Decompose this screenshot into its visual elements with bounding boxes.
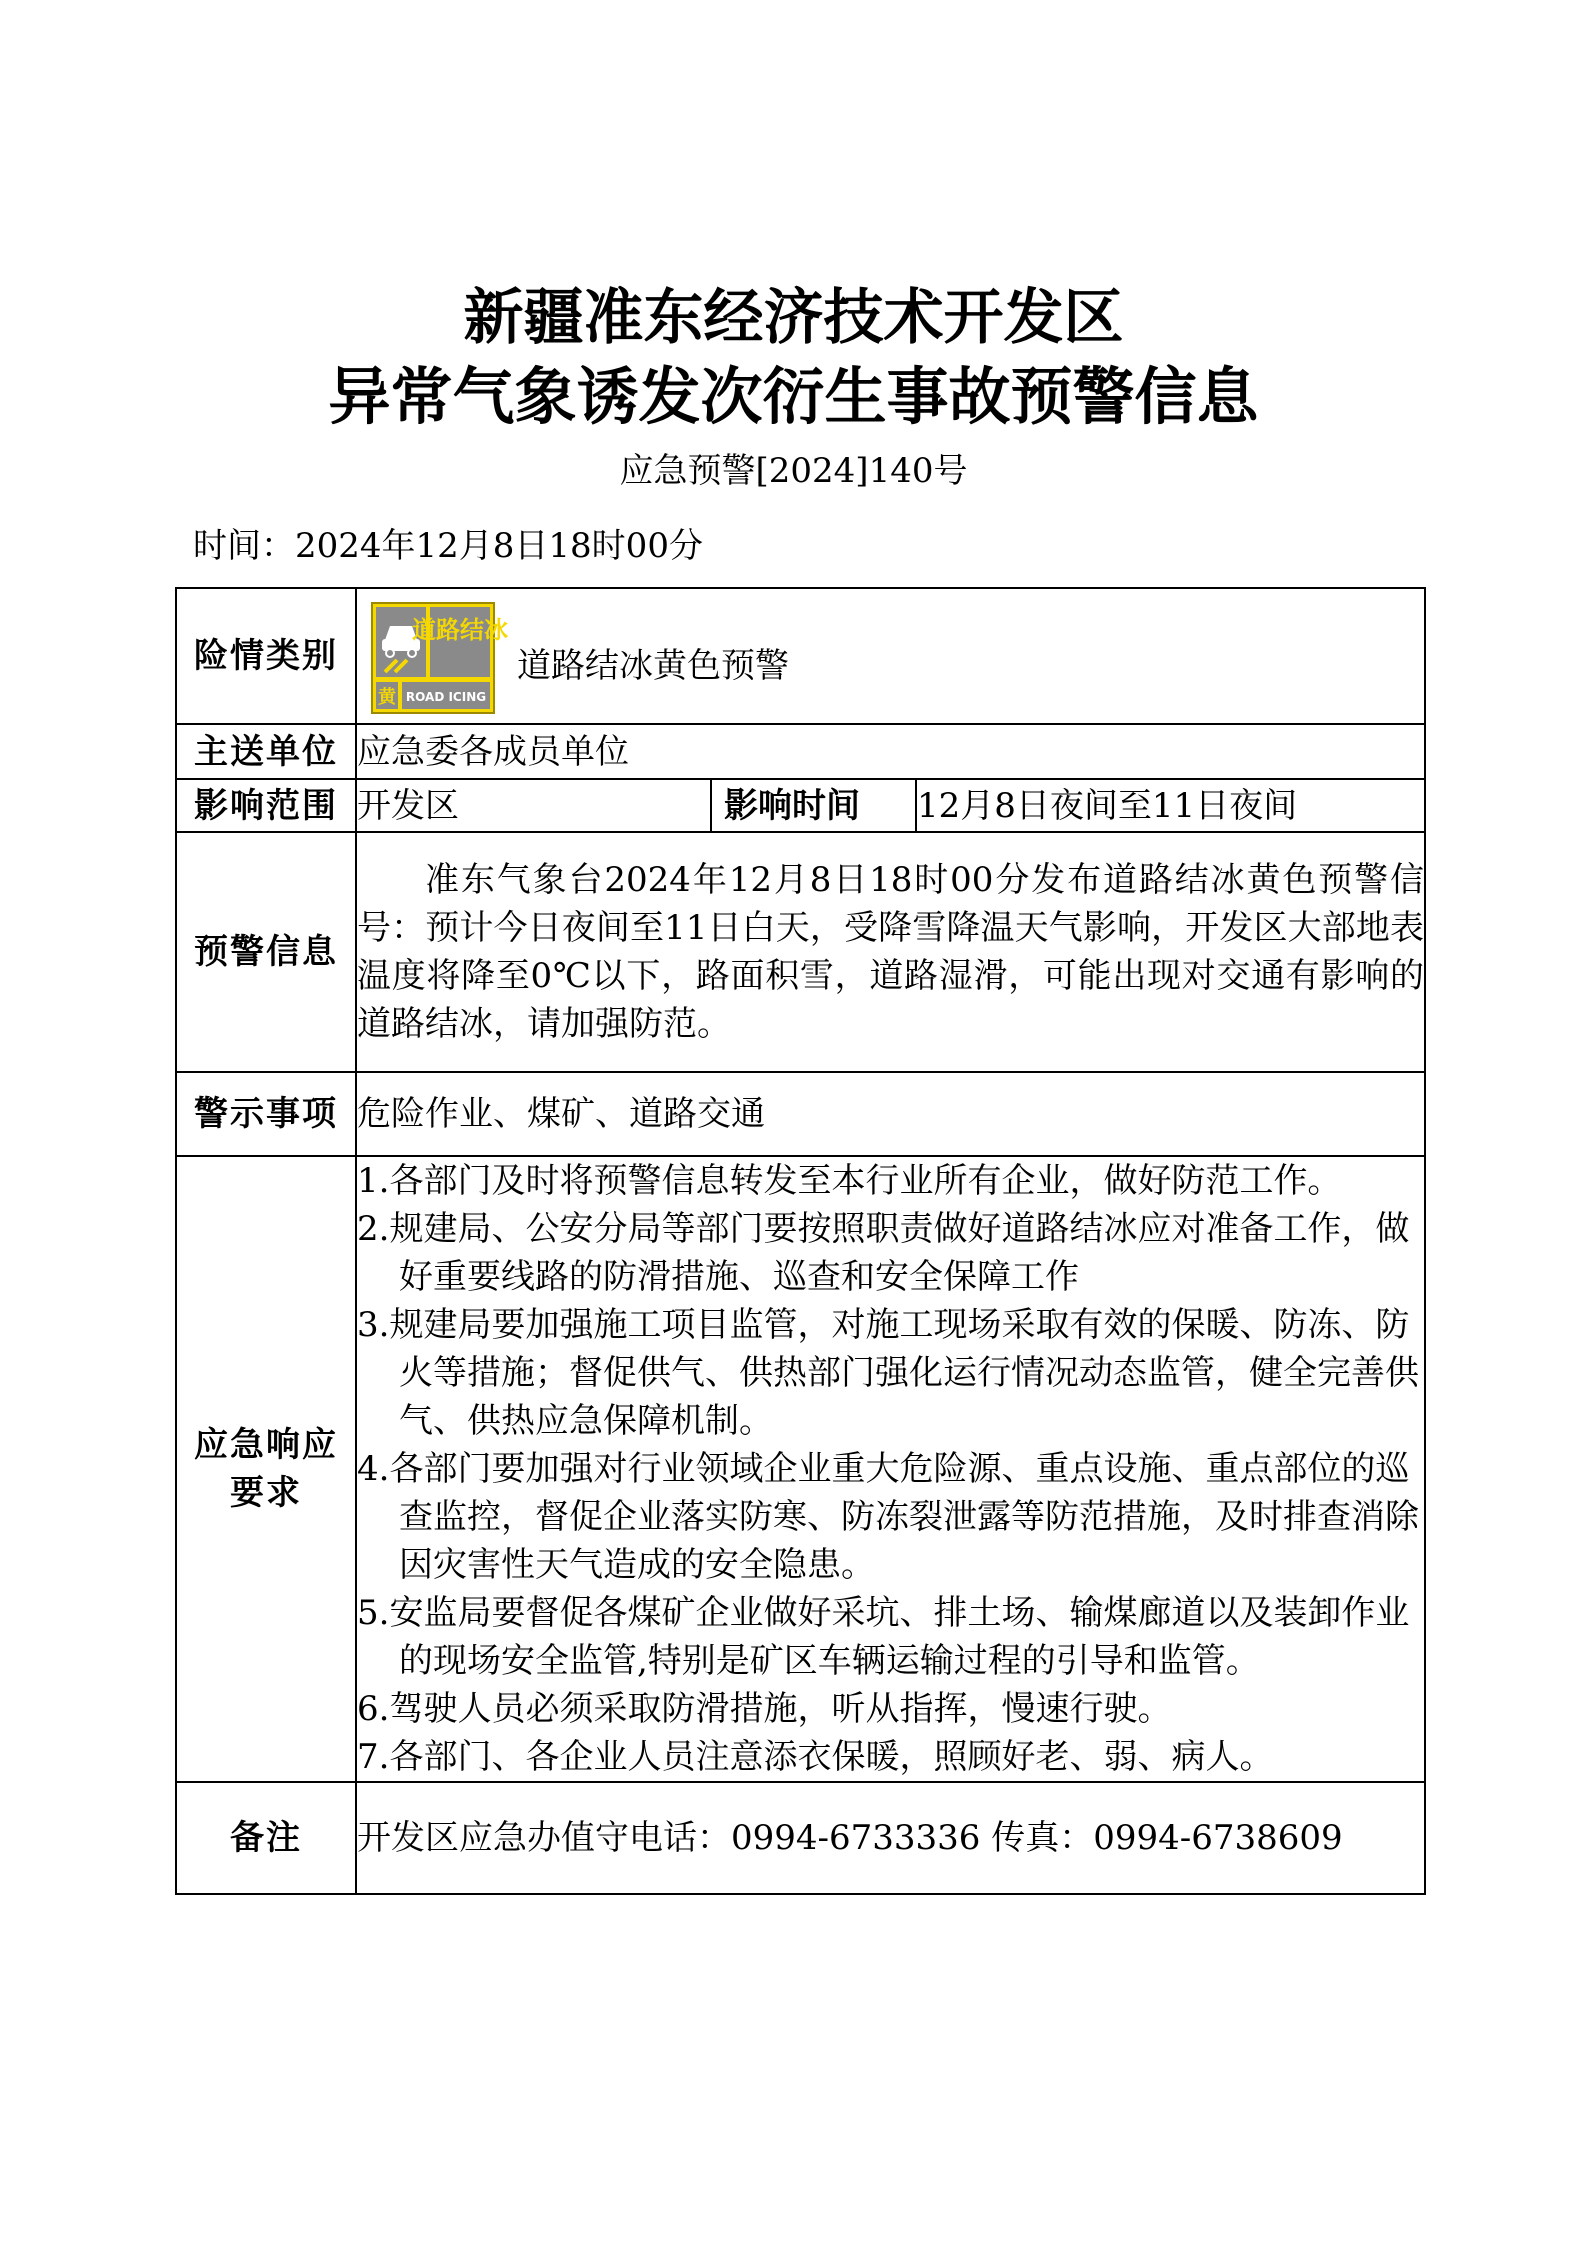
svg-text:ROAD ICING: ROAD ICING <box>405 690 487 704</box>
alert-items-row <box>176 1072 1425 1156</box>
remarks-label: 备注 <box>176 1782 356 1894</box>
document-title-line2: 异常气象诱发次衍生事故预警信息 <box>328 360 1259 433</box>
response-item-6: 6.驾驶人员必须采取防滑措施，听从指挥，慢速行驶。 <box>357 1689 1172 1729</box>
svg-text:黄: 黄 <box>378 687 396 708</box>
response-item-4: 4.各部门要加强对行业领域企业重大危险源、重点设施、重点部位的巡查监控，督促企业落实防寒、防冻裂泄露等防范措施，及时排查消除因灾害性天气造成的安全隐患。 <box>357 1449 1419 1585</box>
alert-items-label: 警示事项 <box>176 1072 356 1156</box>
document-title-line1: 新疆准东经济技术开发区 <box>463 283 1124 353</box>
recipient-label: 主送单位 <box>176 724 356 779</box>
period-label: 影响时间 <box>711 779 916 832</box>
response-item-3: 3.规建局要加强施工项目监管，对施工现场采取有效的保暖、防冻、防火等措施；督促供气、供热部门强化运行情况动态监管，健全完善供气、供热应急保障机制。 <box>357 1305 1419 1441</box>
scope-label: 影响范围 <box>176 779 356 832</box>
response-label-line2: 要求 <box>230 1473 302 1513</box>
warning-table <box>175 587 1426 1895</box>
response-list <box>356 1156 1425 1782</box>
recipient-value: 应急委各成员单位 <box>356 724 1425 779</box>
document-number: 应急预警[2024]140号 <box>619 451 968 491</box>
hazard-type-label: 险情类别 <box>176 588 356 724</box>
recipient-row <box>176 724 1425 779</box>
hazard-type-cell <box>356 588 1425 724</box>
alert-items-value: 危险作业、煤矿、道路交通 <box>356 1072 1425 1156</box>
response-item-5: 5.安监局要督促各煤矿企业做好采坑、排土场、输煤廊道以及装卸作业的现场安全监管,特别是矿区车辆运输过程的引导和监管。 <box>357 1593 1410 1681</box>
response-item-7: 7.各部门、各企业人员注意添衣保暖，照顾好老、弱、病人。 <box>357 1737 1274 1777</box>
issue-time: 时间：2024年12月8日18时00分 <box>193 526 703 566</box>
road-icing-yellow-signal-icon <box>371 602 508 714</box>
hazard-type-row <box>176 588 1425 724</box>
remarks-row <box>176 1782 1425 1894</box>
response-row <box>176 1156 1425 1782</box>
hazard-type-value: 道路结冰黄色预警 <box>517 646 789 686</box>
svg-text:道路结冰: 道路结冰 <box>412 616 508 644</box>
response-item-1: 1.各部门及时将预警信息转发至本行业所有企业，做好防范工作。 <box>357 1161 1342 1201</box>
response-item-2: 2.规建局、公安分局等部门要按照职责做好道路结冰应对准备工作，做好重要线路的防滑措施、巡查和安全保障工作 <box>357 1209 1410 1297</box>
remarks-value: 开发区应急办值守电话：0994-6733336 传真：0994-6738609 <box>356 1782 1425 1894</box>
warning-info-text: 准东气象台2024年12月8日18时00分发布道路结冰黄色预警信号：预计今日夜间至11日白天，受降雪降温天气影响，开发区大部地表温度将降至0℃以下，路面积雪，道路湿滑，可能出现对交通有影响的道路结冰，请加强防范。 <box>356 832 1425 1072</box>
response-label <box>176 1156 356 1782</box>
scope-row <box>176 779 1425 832</box>
response-label-line1: 应急响应 <box>194 1425 338 1465</box>
warning-info-row <box>176 832 1425 1072</box>
scope-value: 开发区 <box>356 779 711 832</box>
warning-info-label: 预警信息 <box>176 832 356 1072</box>
period-value: 12月8日夜间至11日夜间 <box>916 779 1425 832</box>
